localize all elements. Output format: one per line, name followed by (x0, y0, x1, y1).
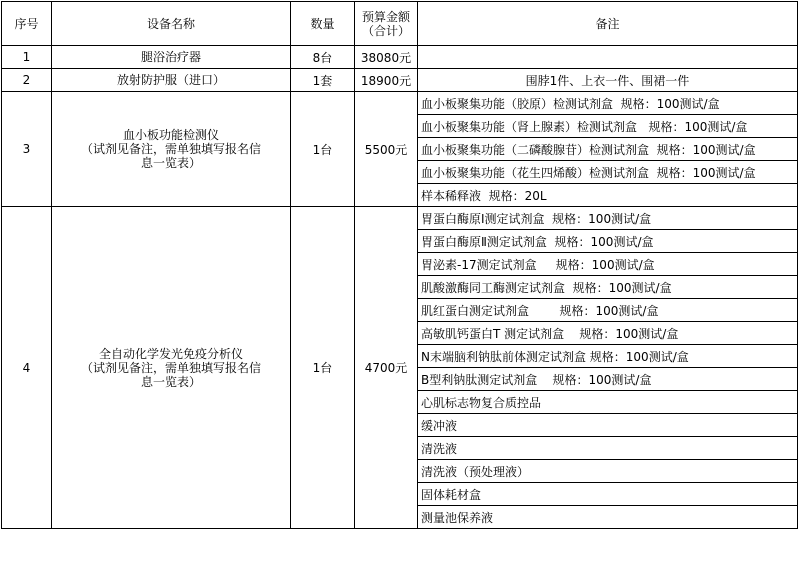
item-name-line: 腿浴治疗器 (140, 50, 201, 64)
item-name-line: 息一览表） (140, 156, 201, 170)
item-note: 血小板聚集功能（二磷酸腺苷）检测试剂盒 规格：100测试/盒 (418, 138, 798, 161)
header-row (2, 2, 798, 46)
item-note (418, 46, 798, 69)
item-note: 血小板聚集功能（花生四烯酸）检测试剂盒 规格：100测试/盒 (418, 161, 798, 184)
item-note: 缓冲液 (418, 414, 798, 437)
table-body (2, 46, 798, 529)
item-budget: 5500元 (355, 92, 418, 207)
item-note: 测量池保养液 (418, 506, 798, 529)
item-name-line: 全自动化学发光免疫分析仪 (98, 346, 243, 361)
table-row (2, 92, 798, 115)
item-name (52, 69, 291, 92)
header-budget-line2: （合计） (361, 23, 410, 38)
item-name-line: 息一览表） (140, 374, 201, 389)
item-note: N末端脑利钠肽前体测定试剂盒 规格：100测试/盒 (418, 345, 798, 368)
item-name (52, 46, 291, 69)
item-note: B型利钠肽测定试剂盒 规格：100测试/盒 (418, 368, 798, 391)
item-name (52, 207, 291, 529)
item-name-line: 血小板功能检测仪 (122, 128, 219, 142)
item-note: 肌酸激酶同工酶测定试剂盒 规格：100测试/盒 (418, 276, 798, 299)
item-note: 固体耗材盒 (418, 483, 798, 506)
header-budget (355, 2, 418, 46)
header-notes: 备注 (418, 2, 798, 46)
item-qty: 8台 (291, 46, 355, 69)
item-note: 样本稀释液 规格：20L (418, 184, 798, 207)
item-seq: 2 (2, 69, 52, 92)
header-seq: 序号 (2, 2, 52, 46)
header-name: 设备名称 (52, 2, 291, 46)
item-note: 心肌标志物复合质控品 (418, 391, 798, 414)
item-note: 围脖1件、上衣一件、围裙一件 (418, 69, 798, 92)
item-note: 高敏肌钙蛋白T 测定试剂盒 规格：100测试/盒 (418, 322, 798, 345)
item-qty: 1套 (291, 69, 355, 92)
item-qty: 1台 (291, 92, 355, 207)
item-seq: 4 (2, 207, 52, 529)
item-note: 肌红蛋白测定试剂盒 规格：100测试/盒 (418, 299, 798, 322)
item-note: 胃泌素-17测定试剂盒 规格：100测试/盒 (418, 253, 798, 276)
item-seq: 1 (2, 46, 52, 69)
table-row (2, 69, 798, 92)
item-note: 血小板聚集功能（肾上腺素）检测试剂盒 规格：100测试/盒 (418, 115, 798, 138)
item-name-line: 放射防护服（进口） (116, 73, 225, 87)
item-seq: 3 (2, 92, 52, 207)
item-note: 清洗液（预处理液） (418, 460, 798, 483)
item-name (52, 92, 291, 207)
header-qty: 数量 (291, 2, 355, 46)
equipment-table (1, 1, 798, 529)
item-qty: 1台 (291, 207, 355, 529)
item-note: 胃蛋白酶原Ⅱ测定试剂盒 规格：100测试/盒 (418, 230, 798, 253)
item-note: 血小板聚集功能（胶原）检测试剂盒 规格：100测试/盒 (418, 92, 798, 115)
item-name-line: （试剂见备注，需单独填写报名信 (80, 360, 261, 375)
header-budget-line1: 预算金额 (361, 9, 410, 24)
item-name-line: （试剂见备注，需单独填写报名信 (80, 142, 261, 156)
item-note: 清洗液 (418, 437, 798, 460)
item-budget: 4700元 (355, 207, 418, 529)
item-budget: 18900元 (355, 69, 418, 92)
table-row (2, 46, 798, 69)
table-row (2, 207, 798, 230)
item-budget: 38080元 (355, 46, 418, 69)
item-note: 胃蛋白酶原Ⅰ测定试剂盒 规格：100测试/盒 (418, 207, 798, 230)
